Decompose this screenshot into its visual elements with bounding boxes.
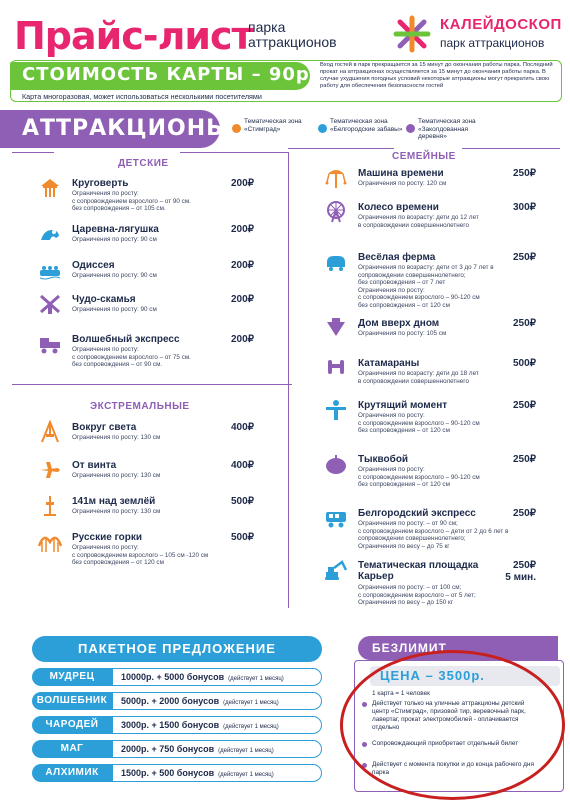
package-validity: (действует 1 месяц) (218, 772, 274, 778)
card-note: Карта многоразовая, может использоваться несколькими посетителями (22, 92, 262, 101)
attraction-name: Одиссея (72, 260, 115, 271)
park-rules: Вход гостей в парк прекращается за 15 минут до окончания работы парка. Последний прокат на аттракционах осуществляется за 15 минут до окончания работы парка. В случае ухудшения погодных условий некоторые аттракционы могут прекратить свою работу для обеспечения безопасности гостей (320, 62, 553, 89)
logo-subtitle: парк аттракционов (440, 36, 545, 50)
attraction-price: 500₽ (230, 496, 254, 507)
attraction-name: 141м над землёй (72, 496, 156, 507)
unlimited-title: БЕЗЛИМИТ (372, 641, 447, 655)
attraction-price: 250₽ (512, 168, 536, 179)
attraction-name: Чудо-скамья (72, 294, 136, 305)
package-validity: (действует 1 месяц) (223, 724, 279, 730)
package-value (112, 764, 322, 782)
logo-name: КАЛЕЙДОСКОП (440, 16, 562, 33)
package-value (112, 692, 322, 710)
divider (12, 384, 292, 385)
attraction-restrictions: Ограничения по возрасту: дети до 18 лет в сопровождении совершеннолетнего (358, 370, 479, 385)
swing-icon (38, 420, 62, 444)
attraction-price: 200₽ (230, 260, 254, 271)
attraction-price: 250₽ (512, 454, 536, 465)
attraction-price: 200₽ (230, 178, 254, 189)
attraction-price: 200₽ (230, 334, 254, 345)
attraction-name: Белгородский экспресс (358, 508, 476, 519)
package-value (112, 668, 322, 686)
attraction-restrictions: Ограничения по росту: – от 100 см; с сопровождением взрослого – от 5 лет; Ограничения по весу – до 150 кг (358, 584, 476, 607)
page-title: Прайс-лист (14, 14, 253, 58)
attraction-price: 300₽ (512, 202, 536, 213)
zone-label: Тематическая зона «Заколдованная деревня» (418, 118, 476, 140)
carousel-icon (38, 176, 62, 200)
attractions-title: АТТРАКЦИОНЫ (22, 116, 230, 141)
package-offer: 5000р. + 2000 бонусов (121, 696, 220, 706)
attraction-restrictions: Ограничения по росту: – от 90 см; с сопровождением взрослого – дети от 2 до 6 лет в сопровождении совершеннолетнего; Ограничения по весу – до 75 кг (358, 520, 509, 550)
attraction-name: Круговерть (72, 178, 129, 189)
divider (12, 152, 54, 153)
attraction-name: Дом вверх дном (358, 318, 440, 329)
attraction-restrictions: Ограничения по росту: с сопровождением взрослого – от 75 см. без сопровождения – от 90 см. (72, 346, 191, 369)
column-divider (288, 152, 289, 608)
zone-dot-steamgrad (232, 124, 241, 133)
attraction-restrictions: Ограничения по росту: с сопровождением взрослого – 90-120 см без сопровождения – от 120 см (358, 466, 480, 489)
zone-label: Тематическая зона «Стимград» (244, 118, 302, 133)
package-offer: 2000р. + 750 бонусов (121, 744, 215, 754)
attraction-price: 400₽ (230, 422, 254, 433)
zone-label: Тематическая зона «Белгородские забавы» (330, 118, 403, 133)
unlimited-price: ЦЕНА – 3500р. (380, 668, 485, 683)
attraction-restrictions: Ограничения по росту: 90 см (72, 306, 157, 313)
unlimited-note: Действует только на уличные аттракционы детский центр «Стимград», призовой тир, веревочный парк, лавертаг, прокат электромобилей - оплачивается отдельно (372, 700, 526, 731)
house-icon (324, 316, 348, 340)
express-train-icon (324, 506, 348, 530)
page-subtitle: парка аттракционов (248, 19, 337, 50)
windmill-icon (38, 292, 62, 316)
attraction-name: Машина времени (358, 168, 444, 179)
logo-icon (392, 14, 432, 54)
section-title-family: СЕМЕЙНЫЕ (392, 151, 456, 162)
attraction-name: Тыквобой (358, 454, 409, 465)
attraction-name: Крутящий момент (358, 400, 448, 411)
attraction-price: 250₽ (512, 400, 536, 411)
scarecrow-icon (324, 398, 348, 422)
red-circle-annotation (340, 650, 565, 800)
tower-icon (38, 494, 62, 518)
package-name: МУДРЕЦ (32, 668, 112, 686)
package-name: АЛХИМИК (32, 764, 112, 782)
attraction-duration: 5 мин. (505, 572, 536, 583)
package-offer: 1500р. + 500 бонусов (121, 768, 215, 778)
divider (180, 152, 288, 153)
attraction-price: 200₽ (230, 224, 254, 235)
attraction-restrictions: Ограничения по росту: 130 см (72, 434, 161, 441)
coaster-icon (38, 530, 62, 554)
divider (288, 148, 394, 149)
attraction-restrictions: Ограничения по росту: 120 см (358, 180, 447, 187)
attraction-name: Вокруг света (72, 422, 137, 433)
package-name: ЧАРОДЕЙ (32, 716, 112, 734)
attraction-name: Волшебный экспресс (72, 334, 180, 345)
package-name: МАГ (32, 740, 112, 758)
plane-icon (38, 458, 62, 482)
attraction-restrictions: Ограничения по росту: 90 см (72, 236, 157, 243)
attraction-name: Русские горки (72, 532, 142, 543)
unlimited-line: 1 карта = 1 человек (372, 690, 430, 697)
packages-title: ПАКЕТНОЕ ПРЕДЛОЖЕНИЕ (78, 641, 276, 656)
pumpkin-icon (324, 452, 348, 476)
unlimited-note: Сопровождающий приобретает отдельный билет (372, 740, 519, 747)
package-offer: 10000р. + 5000 бонусов (121, 672, 225, 682)
attraction-price: 250₽ (512, 508, 536, 519)
card-price: СТОИМОСТЬ КАРТЫ – 90р. (22, 64, 318, 85)
attraction-restrictions: Ограничения по росту: с сопровождением взрослого – 90-120 см без сопровождения – от 120 см (358, 412, 480, 435)
frog-icon (38, 222, 62, 246)
attraction-restrictions: Ограничения по росту: 105 см (358, 330, 447, 337)
excavator-icon (324, 558, 348, 582)
package-validity: (действует 1 месяц) (228, 676, 284, 682)
attraction-price: 500₽ (512, 358, 536, 369)
attraction-price: 250₽ (512, 318, 536, 329)
package-name: ВОЛШЕБНИК (32, 692, 112, 710)
attraction-name: Весёлая ферма (358, 252, 436, 263)
attraction-price: 200₽ (230, 294, 254, 305)
section-title-extreme: ЭКСТРЕМАЛЬНЫЕ (90, 401, 190, 412)
attraction-price: 500₽ (230, 532, 254, 543)
attraction-name: Тематическая площадка Карьер (358, 560, 479, 582)
swing-ride-icon (324, 166, 348, 190)
package-value (112, 716, 322, 734)
package-validity: (действует 1 месяц) (218, 748, 274, 754)
attraction-name: Царевна-лягушка (72, 224, 159, 235)
attraction-restrictions: Ограничения по росту: 130 см (72, 508, 161, 515)
attraction-restrictions: Ограничения по росту: с сопровождением взрослого – 105 см -120 см без сопровождения – от 120 см (72, 544, 209, 567)
package-validity: (действует 1 месяц) (223, 700, 279, 706)
zone-dot-village (406, 124, 415, 133)
attraction-name: От винта (72, 460, 117, 471)
attraction-restrictions: Ограничения по возрасту: дети до 12 лет в сопровождении совершеннолетнего (358, 214, 479, 229)
unlimited-note: Действует с момента покупки и до конца рабочего дня парка (372, 761, 534, 776)
package-value (112, 740, 322, 758)
boat-icon (38, 258, 62, 282)
attraction-price: 250₽ (512, 252, 536, 263)
attraction-restrictions: Ограничения по росту: 90 см (72, 272, 157, 279)
attraction-restrictions: Ограничения по росту: с сопровождением взрослого – от 90 см. без сопровождения – от 105 см. (72, 190, 191, 213)
attraction-price: 400₽ (230, 460, 254, 471)
catamaran-icon (324, 356, 348, 380)
zone-dot-belgorod (318, 124, 327, 133)
attraction-restrictions: Ограничения по росту: 130 см (72, 472, 161, 479)
train-icon (38, 332, 62, 356)
attraction-name: Колесо времени (358, 202, 439, 213)
attraction-price: 250₽ (512, 560, 536, 571)
bumper-car-icon (324, 250, 348, 274)
section-title-kids: ДЕТСКИЕ (118, 158, 169, 169)
ferris-wheel-icon (324, 200, 348, 224)
attraction-restrictions: Ограничения по возрасту: дети от 3 до 7 лет в сопровождении совершеннолетнего; без сопровождения – от 7 лет Ограничения по росту: с сопровождением взрослого – 90-120 см без сопровождения – от 120 см (358, 264, 494, 309)
attraction-name: Катамараны (358, 358, 420, 369)
divider (462, 148, 560, 149)
package-offer: 3000р. + 1500 бонусов (121, 720, 220, 730)
